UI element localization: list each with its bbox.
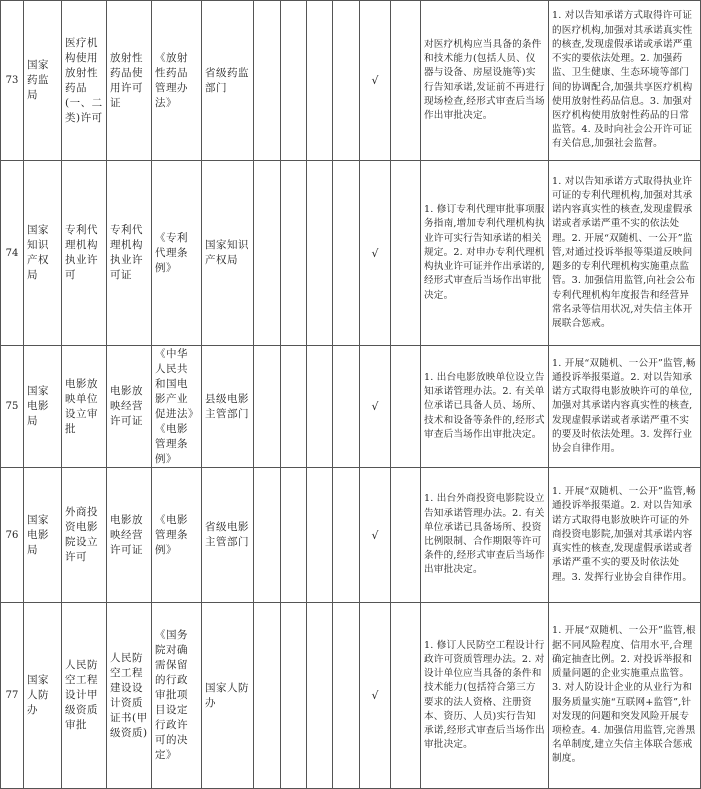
- empty-cell: [333, 468, 360, 603]
- legal-basis-cell: 《专利代理条例》: [152, 161, 202, 346]
- empty-cell: [307, 346, 333, 468]
- legal-basis-cell: 《电影管理条例》: [152, 468, 202, 603]
- empty-cell: [391, 603, 421, 789]
- certificate-cell: 电影放映经营许可证: [107, 468, 152, 603]
- legal-basis-cell: 《国务院对确需保留的行政审批项目设定行政许可的决定》: [152, 603, 202, 789]
- department-cell: 国家电影局: [24, 468, 62, 603]
- approval-authority-cell: 省级电影主管部门: [202, 468, 254, 603]
- approval-authority-cell: 县级电影主管部门: [202, 346, 254, 468]
- supervision-measures-cell: 1. 对以告知承诺方式取得执业许可证的专利代理机构,加强对其承诺内容真实性的核查,发现虚假承诺或者承诺严重不实的依法处理。2. 开展“双随机、一公开”监管,对通过投诉举报等渠道反映问题多的专利代理机构实施重点监管。3. 加强信用监管,向社会公布专利代理机构年度报告和经营异常名录等信用状况,对失信主体开展联合惩戒。: [549, 161, 701, 346]
- department-cell: 国家电影局: [24, 346, 62, 468]
- supervision-measures-cell: 1. 对以告知承诺方式取得许可证的医疗机构,加强对其承诺真实性的核查,发现虚假承诺或承诺严重不实的要依法处理。2. 加强药监、卫生健康、生态环境等部门间的协调配合,加强共享医疗机构使用放射性药品信息。3. 加强对医疗机构使用放射性药品的日常监管。4. 及时向社会公开许可证有关信息,加强社会监督。: [549, 1, 701, 161]
- checkmark-cell: √: [360, 603, 391, 789]
- approval-authority-cell: 国家人防办: [202, 603, 254, 789]
- reform-measures-cell: 对医疗机构应当具备的条件和技术能力(包括人员、仪器与设备、房屋设施等)实行告知承诺,发证前不再进行现场检查,经形式审查后当场作出审批决定。: [421, 1, 549, 161]
- empty-cell: [307, 161, 333, 346]
- item-name-cell: 外商投资电影院设立许可: [62, 468, 107, 603]
- empty-cell: [254, 346, 281, 468]
- empty-cell: [307, 603, 333, 789]
- table-row: [1, 468, 701, 603]
- department-cell: 国家人防办: [24, 603, 62, 789]
- table-row: [1, 1, 701, 161]
- row-number: 75: [1, 346, 24, 468]
- checkmark-cell: √: [360, 468, 391, 603]
- checkmark-cell: √: [360, 161, 391, 346]
- row-number: 77: [1, 603, 24, 789]
- empty-cell: [254, 468, 281, 603]
- empty-cell: [333, 346, 360, 468]
- certificate-cell: 放射性药品使用许可证: [107, 1, 152, 161]
- item-name-cell: 专利代理机构执业许可: [62, 161, 107, 346]
- item-name-cell: 医疗机构使用放射性药品(一、二类)许可: [62, 1, 107, 161]
- item-name-cell: 人民防空工程设计甲级资质审批: [62, 603, 107, 789]
- reform-measures-cell: 1. 出台电影放映单位设立告知承诺管理办法。2. 有关单位承诺已具备人员、场所、技术和设备等条件的,经形式审查后当场作出审批决定。: [421, 346, 549, 468]
- reform-measures-cell: 1. 修订专利代理审批事项服务指南,增加专利代理机构执业许可实行告知承诺的相关规定。2. 对申办专利代理机构执业许可证并作出承诺的,经形式审查后当场作出审批决定。: [421, 161, 549, 346]
- empty-cell: [307, 1, 333, 161]
- supervision-measures-cell: 1. 开展“双随机、一公开”监管,畅通投诉举报渠道。2. 对以告知承诺方式取得电影放映许可的单位,加强对其承诺内容真实性的核查,发现虚假承诺或者承诺严重不实的要及时依法处理。3. 发挥行业协会自律作用。: [549, 346, 701, 468]
- table-row: [1, 603, 701, 789]
- department-cell: 国家药监局: [24, 1, 62, 161]
- legal-basis-cell: 《中华人民共和国电影产业促进法》《电影管理条例》: [152, 346, 202, 468]
- supervision-measures-cell: 1. 开展“双随机、一公开”监管,根据不同风险程度、信用水平,合理确定抽查比例。2. 对投诉举报和质量问题的企业实施重点监管。3. 对人防设计企业的从业行为和服务质量实施“互联网+监管”,针对发现的问题和突发风险开展专项检查。4. 加强信用监管,完善黑名单制度,建立失信主体联合惩戒制度。: [549, 603, 701, 789]
- empty-cell: [391, 346, 421, 468]
- empty-cell: [281, 1, 307, 161]
- item-name-cell: 电影放映单位设立审批: [62, 346, 107, 468]
- empty-cell: [254, 603, 281, 789]
- empty-cell: [333, 1, 360, 161]
- checkmark-cell: √: [360, 346, 391, 468]
- row-number: 74: [1, 161, 24, 346]
- table-row: [1, 161, 701, 346]
- table-row: [1, 346, 701, 468]
- empty-cell: [333, 161, 360, 346]
- empty-cell: [333, 603, 360, 789]
- department-cell: 国家知识产权局: [24, 161, 62, 346]
- checkmark-cell: √: [360, 1, 391, 161]
- empty-cell: [281, 468, 307, 603]
- approval-authority-cell: 省级药监部门: [202, 1, 254, 161]
- certificate-cell: 人民防空工程建设设计资质证书(甲级资质): [107, 603, 152, 789]
- empty-cell: [254, 161, 281, 346]
- row-number: 76: [1, 468, 24, 603]
- empty-cell: [391, 468, 421, 603]
- reform-measures-cell: 1. 出台外商投资电影院设立告知承诺管理办法。2. 有关单位承诺已具备场所、投资比例限制、合作期限等许可条件的,经形式审查后当场作出审批决定。: [421, 468, 549, 603]
- empty-cell: [281, 603, 307, 789]
- empty-cell: [254, 1, 281, 161]
- legal-basis-cell: 《放射性药品管理办法》: [152, 1, 202, 161]
- empty-cell: [391, 1, 421, 161]
- empty-cell: [307, 468, 333, 603]
- certificate-cell: 电影放映经营许可证: [107, 346, 152, 468]
- empty-cell: [391, 161, 421, 346]
- row-number: 73: [1, 1, 24, 161]
- empty-cell: [281, 161, 307, 346]
- reform-measures-cell: 1. 修订人民防空工程设计行政许可资质管理办法。2. 对设计单位应当具备的条件和技术能力(包括符合第三方要求的法人资格、注册资本、资历、人员)实行告知承诺,经形式审查后当场作出审批决定。: [421, 603, 549, 789]
- certificate-cell: 专利代理机构执业许可证: [107, 161, 152, 346]
- empty-cell: [281, 346, 307, 468]
- supervision-measures-cell: 1. 开展“双随机、一公开”监管,畅通投诉举报渠道。2. 对以告知承诺方式取得电影放映许可证的外商投资电影院,加强对其承诺内容真实性的核查,发现虚假承诺或者承诺严重不实的要及时依法处理。3. 发挥行业协会自律作用。: [549, 468, 701, 603]
- approval-authority-cell: 国家知识产权局: [202, 161, 254, 346]
